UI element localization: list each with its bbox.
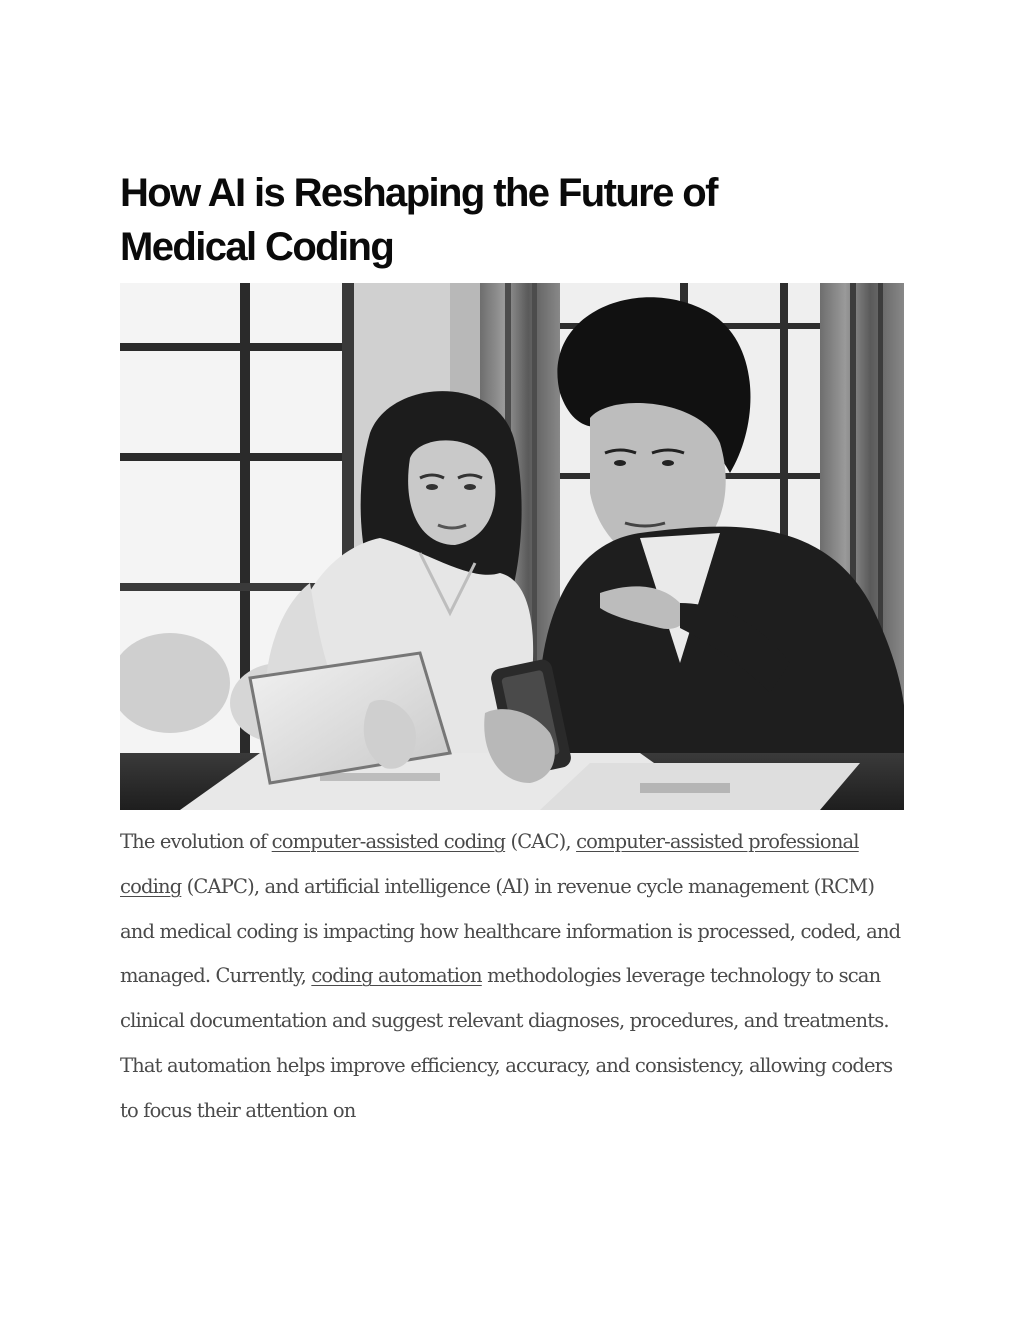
article-title bbox=[120, 166, 900, 274]
paragraph-text-1: The evolution of bbox=[120, 830, 272, 853]
paragraph-text-2: (CAC), bbox=[505, 830, 577, 853]
article-body-paragraph bbox=[120, 820, 910, 1134]
paragraph-text-4: methodologies leverage technology to scan clinical documentation and suggest relevant diagnoses, procedures, and treatments. That automation helps improve efficiency, accuracy, and consistency, allowing coders to focus their attention on bbox=[120, 964, 893, 1122]
article-hero-image bbox=[120, 283, 904, 810]
article-title-line-1: How AI is Reshaping the Future of bbox=[120, 171, 717, 215]
link-computer-assisted-professional-coding[interactable]: computer-assisted professional coding bbox=[120, 830, 859, 898]
photo-two-people-with-tablet-and-phone-icon bbox=[120, 283, 904, 810]
link-computer-assisted-coding[interactable]: computer-assisted coding bbox=[271, 830, 506, 853]
link-coding-automation[interactable]: coding automation bbox=[311, 964, 482, 988]
paragraph-text-3: (CAPC), and artificial intelligence (AI) in revenue cycle management (RCM) and medical coding is impacting how healthcare information is processed, coded, and managed. Currently, bbox=[120, 874, 901, 988]
article-title-line-2: Medical Coding bbox=[120, 225, 394, 269]
